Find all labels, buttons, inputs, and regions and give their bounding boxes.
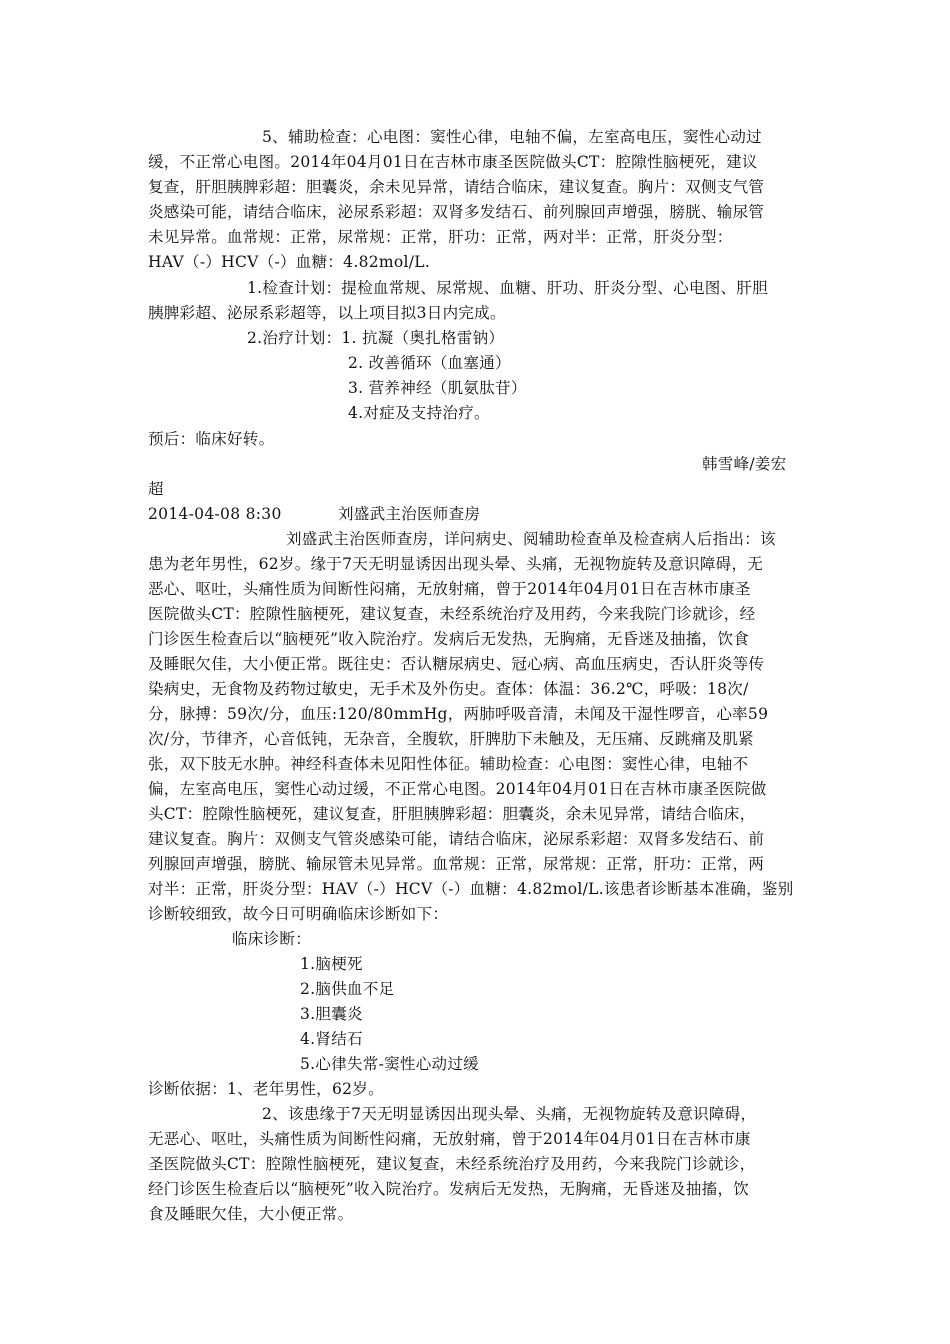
exam-line: 复查，肝胆胰脾彩超：胆囊炎，余未见异常，请结合临床，建议复查。胸片：双侧支气管 [148,178,765,196]
basis-line: 无恶心、呕吐，头痛性质为间断性闷痛，无放射痛，曾于2014年04月01日在吉林市康 [148,1130,751,1148]
rounds-line: 及睡眠欠佳，大小便正常。既往史：否认糖尿病史、冠心病、高血压病史，否认肝炎等传 [148,655,765,673]
rounds-line: 建议复查。胸片：双侧支气管炎感染可能，请结合临床，泌尿系彩超：双肾多发结石、前 [148,830,765,848]
rounds-line: 医院做头CT：腔隙性脑梗死，建议复查，未经系统治疗及用药，今来我院门诊就诊，经 [148,605,756,623]
exam-line: HAV（-）HCV（-）血糖：4.82mol/L. [148,253,431,271]
signature-line-2: 超 [148,480,164,498]
basis-line: 2、该患缘于7天无明显诱因出现头晕、头痛，无视物旋转及意识障碍， [262,1105,757,1123]
diagnosis-item: 3.胆囊炎 [300,1005,363,1023]
rounds-line: 恶心、呕吐，头痛性质为间断性闷痛，无放射痛，曾于2014年04月01日在吉林市康圣 [148,580,751,598]
diagnosis-item: 1.脑梗死 [300,955,363,973]
rounds-line: 头CT：腔隙性脑梗死，建议复查，肝胆胰脾彩超：胆囊炎，余未见异常，请结合临床， [148,805,756,823]
exam-line: 5、辅助检查：心电图：窦性心律，电轴不偏，左室高电压，窦性心动过 [262,128,762,146]
rounds-line: 患为老年男性，62岁。缘于7天无明显诱因出现头晕、头痛，无视物旋转及意识障碍，无 [148,555,764,573]
exam-line: 缓，不正常心电图。2014年04月01日在吉林市康圣医院做头CT：腔隙性脑梗死，建议 [148,153,758,171]
basis-line: 圣医院做头CT：腔隙性脑梗死，建议复查，未经系统治疗及用药，今来我院门诊就诊， [148,1155,756,1173]
rounds-line: 分，脉搏：59次/分，血压:120/80mmHg，两肺呼吸音清，未闻及干湿性啰音，心率59 [148,705,769,723]
diagnosis-item: 4.肾结石 [300,1030,363,1048]
basis-line: 经门诊医生检查后以“脑梗死”收入院治疗。发病后无发热，无胸痛，无昏迷及抽搐，饮 [148,1180,750,1198]
rounds-line: 列腺回声增强，膀胱、输尿管未见异常。血常规：正常，尿常规：正常，肝功：正常，两 [148,855,765,873]
signature-line-1: 韩雪峰/姜宏 [702,455,787,473]
rounds-line: 张，双下肢无水肿。神经科查体未见阳性体征。辅助检查：心电图：窦性心律，电轴不 [148,755,749,773]
basis-line: 食及睡眠欠佳，大小便正常。 [148,1205,354,1223]
rounds-datetime: 2014-04-08 8:30 [148,505,282,523]
rounds-line: 刘盛武主治医师查房，详问病史、阅辅助检查单及检查病人后指出：该 [286,530,776,548]
exam-line: 炎感染可能，请结合临床，泌尿系彩超：双肾多发结石、前列腺回声增强，膀胱、输尿管 [148,203,765,221]
exam-line: 未见异常。血常规：正常，尿常规：正常，肝功：正常，两对半：正常，肝炎分型： [148,228,733,246]
rounds-line: 染病史，无食物及药物过敏史，无手术及外伤史。查体：体温：36.2℃，呼吸：18次/ [148,680,749,698]
check-plan-line: 胰脾彩超、泌尿系彩超等，以上项目拟3日内完成。 [148,304,506,322]
diagnosis-label: 临床诊断： [232,930,312,948]
treatment-plan-label: 2.治疗计划：1. 抗凝（奥扎格雷钠） [247,329,505,347]
treatment-item: 4.对症及支持治疗。 [348,404,490,422]
rounds-title: 刘盛武主治医师查房 [338,505,481,523]
rounds-line: 次/分，节律齐，心音低钝，无杂音，全腹软，肝脾肋下未触及，无压痛、反跳痛及肌紧 [148,730,754,748]
rounds-line: 诊断较细致，故今日可明确临床诊断如下： [148,905,449,923]
rounds-line: 对半：正常，肝炎分型：HAV（-）HCV（-）血糖：4.82mol/L.该患者诊断基本准确，鉴别 [148,880,794,898]
check-plan-line: 1.检查计划：提检血常规、尿常规、血糖、肝功、肝炎分型、心电图、肝胆 [247,279,768,297]
rounds-line: 门诊医生检查后以“脑梗死”收入院治疗。发病后无发热，无胸痛，无昏迷及抽搐，饮食 [148,630,750,648]
diagnosis-item: 5.心律失常-窦性心动过缓 [300,1055,479,1073]
rounds-line: 偏，左室高电压，窦性心动过缓，不正常心电图。2014年04月01日在吉林市康圣医院做 [148,780,767,798]
basis-line-1: 诊断依据：1、老年男性，62岁。 [148,1080,384,1098]
prognosis: 预后：临床好转。 [148,430,275,448]
diagnosis-item: 2.脑供血不足 [300,980,395,998]
treatment-item: 3. 营养神经（肌氨肽苷） [348,379,527,397]
treatment-item: 2. 改善循环（血塞通） [348,354,511,372]
